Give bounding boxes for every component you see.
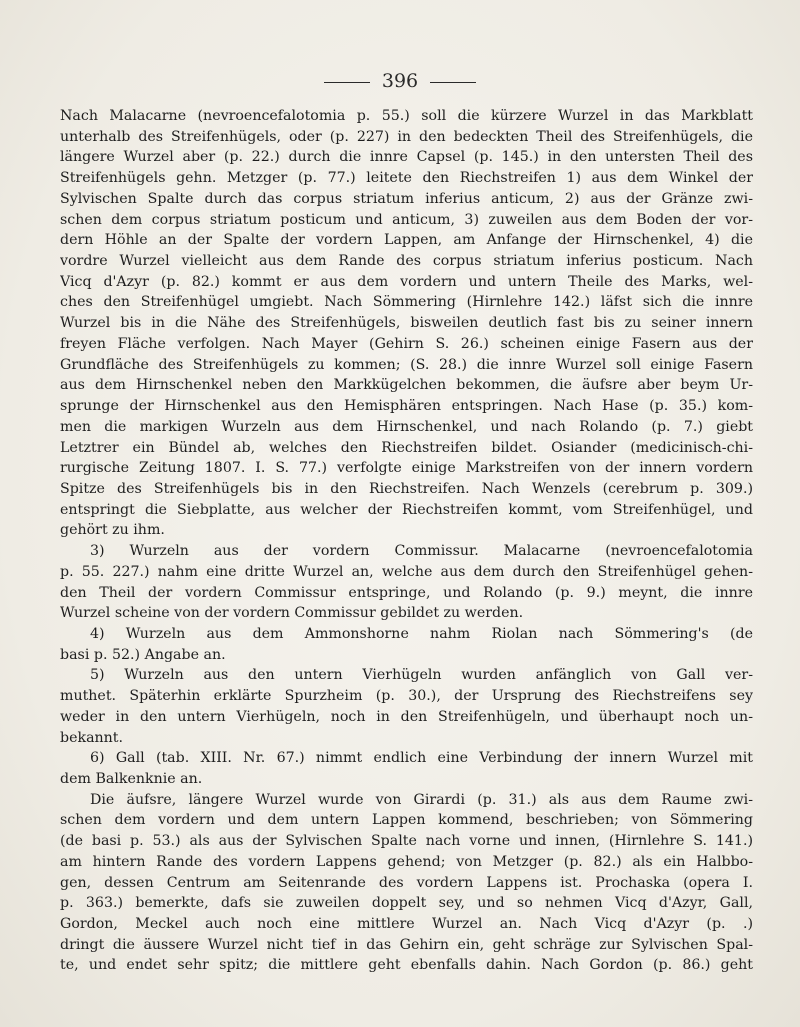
text-line: längere Wurzel aber (p. 22.) durch die innre Capsel (p. 145.) in den untersten Theil des	[60, 149, 753, 166]
text-line: muthet. Späterhin erklärte Spurzheim (p. 30.), der Ursprung des Riechstreifens sey	[60, 688, 753, 705]
text-line: dem Balkenknie an.	[60, 771, 203, 787]
text-line: Gordon, Meckel auch noch eine mittlere Wurzel an. Nach Vicq d'Azyr (p. .)	[60, 916, 753, 933]
text-line: Letztrer ein Bündel ab, welches den Riechstreifen bildet. Osiander (medicinisch-chi-	[60, 439, 753, 456]
text-line: Grundfläche des Streifenhügels zu kommen; (S. 28.) die innre Wurzel soll einige Fasern	[60, 356, 753, 373]
text-line: 6) Gall (tab. XIII. Nr. 67.) nimmt endlich eine Verbindung der innern Wurzel mit	[90, 750, 753, 767]
text-line: unterhalb des Streifenhügels, oder (p. 227) in den bedeckten Theil des Streifenhügels, die	[60, 128, 753, 145]
text-line: (de basi p. 53.) als aus der Sylvischen Spalte nach vorne und innen, (Hirnlehre S. 141.)	[60, 833, 753, 850]
text-line: Vicq d'Azyr (p. 82.) kommt er aus dem vordern und untern Theile des Marks, wel-	[60, 273, 753, 290]
text-line: ches den Streifenhügel umgiebt. Nach Sömmering (Hirnlehre 142.) läfst sich die innre	[60, 294, 753, 311]
text-line: dern Höhle an der Spalte der vordern Lappen, am Anfange der Hirnschenkel, 4) die	[60, 232, 753, 249]
header-rule-left	[324, 82, 370, 83]
text-line: basi p. 52.) Angabe an.	[60, 646, 226, 663]
text-line: 3) Wurzeln aus der vordern Commissur. Malacarne (nevroencefalotomia	[90, 543, 753, 560]
text-line: sprunge der Hirnschenkel aus den Hemisphären entspringen. Nach Hase (p. 35.) kom-	[60, 398, 753, 415]
text-line: vordre Wurzel vielleicht aus dem Rande des corpus striatum inferius posticum. Nach	[60, 253, 753, 270]
page-header	[0, 70, 800, 92]
text-line: 4) Wurzeln aus dem Ammonshorne nahm Riolan nach Sömmering's (de	[90, 625, 753, 642]
text-line: men die markigen Wurzeln aus dem Hirnschenkel, und nach Rolando (p. 7.) giebt	[60, 418, 753, 435]
text-line: Sylvischen Spalte durch das corpus striatum inferius anticum, 2) aus der Gränze zwi-	[60, 190, 753, 207]
text-line: dringt die äussere Wurzel nicht tief in das Gehirn ein, geht schräge zur Sylvischen Spal-	[60, 936, 753, 953]
text-line: aus dem Hirnschenkel neben den Markkügelchen bekommen, die äufsre aber beym Ur-	[60, 377, 753, 394]
header-rule-right	[430, 82, 476, 83]
body-text	[60, 106, 753, 976]
text-line: rurgische Zeitung 1807. I. S. 77.) verfolgte einige Markstreifen von der innern vordern	[60, 460, 753, 477]
text-line: Spitze des Streifenhügels bis in den Riechstreifen. Nach Wenzels (cerebrum p. 309.)	[60, 480, 753, 497]
page-number: 396	[381, 70, 419, 92]
text-line: schen dem corpus striatum posticum und anticum, 3) zuweilen aus dem Boden der vor-	[60, 211, 753, 228]
text-line: freyen Fläche verfolgen. Nach Mayer (Gehirn S. 26.) scheinen einige Fasern aus der	[60, 335, 753, 352]
text-line: Streifenhügels gehn. Metzger (p. 77.) leitete den Riechstreifen 1) aus dem Winkel der	[60, 170, 753, 187]
text-line: entspringt die Siebplatte, aus welcher der Riechstreifen kommt, vom Streifenhügel, und	[60, 501, 753, 518]
text-line: te, und endet sehr spitz; die mittlere geht ebenfalls dahin. Nach Gordon (p. 86.) geht	[60, 957, 753, 974]
text-line: bekannt.	[60, 729, 124, 746]
text-line: schen dem vordern und dem untern Lappen kommend, beschrieben; von Sömmering	[60, 812, 753, 829]
text-line: den Theil der vordern Commissur entspringe, und Rolando (p. 9.) meynt, die innre	[60, 584, 753, 601]
text-line: p. 363.) bemerkte, dafs sie zuweilen doppelt sey, und so nehmen Vicq d'Azyr, Gall,	[60, 895, 753, 912]
text-line: am hintern Rande des vordern Lappens gehend; von Metzger (p. 82.) als ein Halbbo-	[60, 853, 753, 870]
text-line: p. 55. 227.) nahm eine dritte Wurzel an, welche aus dem durch den Streifenhügel gehen-	[60, 563, 753, 580]
text-line: Die äufsre, längere Wurzel wurde von Girardi (p. 31.) als aus dem Raume zwi-	[90, 791, 753, 808]
text-line: gen, dessen Centrum am Seitenrande des vordern Lappens ist. Prochaska (opera I.	[60, 874, 753, 891]
text-line: weder in den untern Vierhügeln, noch in den Streifenhügeln, und überhaupt noch un-	[60, 708, 753, 725]
text-line: Wurzel bis in die Nähe des Streifenhügels, bisweilen deutlich fast bis zu seiner innern	[60, 315, 753, 332]
text-line: Nach Malacarne (nevroencefalotomia p. 55.) soll die kürzere Wurzel in das Markblatt	[60, 108, 753, 124]
text-line: 5) Wurzeln aus den untern Vierhügeln wurden anfänglich von Gall ver-	[90, 667, 753, 684]
text-line: Wurzel scheine von der vordern Commissur gebildet zu werden.	[60, 605, 524, 622]
text-line: gehört zu ihm.	[60, 522, 165, 539]
